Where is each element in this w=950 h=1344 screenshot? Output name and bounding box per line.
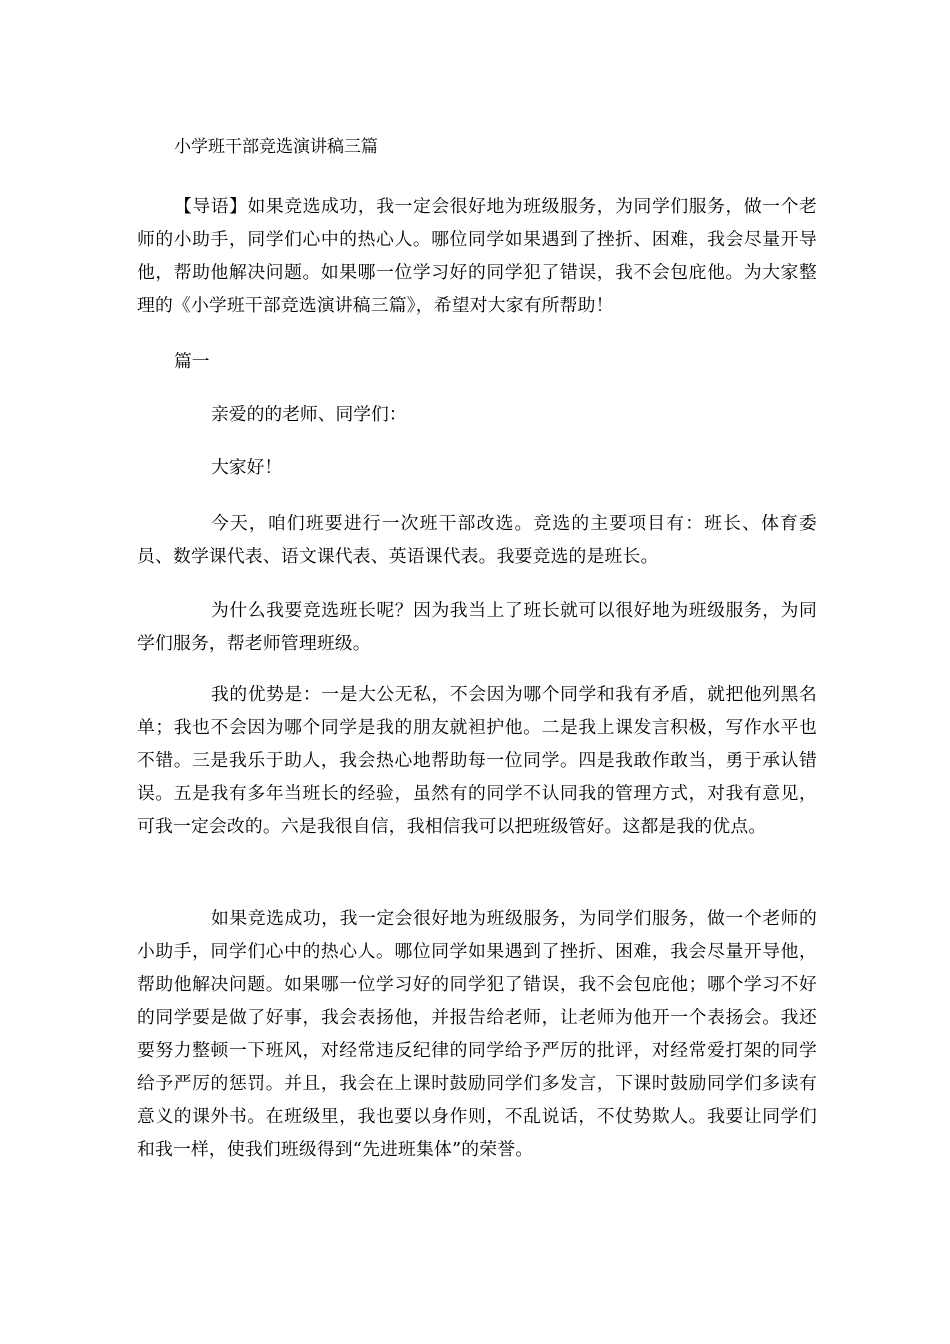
greeting: 大家好！ [211,457,283,478]
paragraph-2: 为什么我要竞选班长呢？因为我当上了班长就可以很好地为班级服务，为同学们服务，帮老师管理班级。 [137,600,817,654]
section-heading: 篇一 [174,351,210,372]
document-title: 小学班干部竞选演讲稿三篇 [174,137,378,157]
paragraph-3: 我的优势是：一是大公无私，不会因为哪个同学和我有矛盾，就把他列黑名单；我也不会因为哪个同学是我的朋友就袒护他。二是我上课发言积极，写作水平也不错。三是我乐于助人，我会热心地帮助每一位同学。四是我敢作敢当，勇于承认错误。五是我有多年当班长的经验，虽然有的同学不认同我的管理方式，对我有意见，可我一定会改的。六是我很自信，我相信我可以把班级管好。这都是我的优点。 [137,684,817,837]
salutation: 亲爱的的老师、同学们： [211,404,407,425]
paragraph-4: 如果竞选成功，我一定会很好地为班级服务，为同学们服务，做一个老师的小助手，同学们心中的热心人。哪位同学如果遇到了挫折、困难，我会尽量开导他，帮助他解决问题。如果哪一位学习好的同学犯了错误，我不会包庇他；哪个学习不好的同学要是做了好事，我会表扬他，并报告给老师，让老师为他开一个表扬会。我还要努力整顿一下班风，对经常违反纪律的同学给予严厉的批评，对经常爱打架的同学给予严厉的惩罚。并且，我会在上课时鼓励同学们多发言，下课时鼓励同学们多读有意义的课外书。在班级里，我也要以身作则，不乱说话，不仗势欺人。我要让同学们和我一样，使我们班级得到“先进班集体”的荣誉。 [137,908,817,1160]
paragraph-1: 今天，咱们班要进行一次班干部改选。竞选的主要项目有：班长、体育委员、数学课代表、语文课代表、英语课代表。我要竞选的是班长。 [137,513,817,567]
intro-paragraph: 【导语】如果竞选成功，我一定会很好地为班级服务，为同学们服务，做一个老师的小助手，同学们心中的热心人。哪位同学如果遇到了挫折、困难，我会尽量开导他，帮助他解决问题。如果哪一位学习好的同学犯了错误，我不会包庇他。为大家整理的《小学班干部竞选演讲稿三篇》，希望对大家有所帮助！ [137,196,817,316]
